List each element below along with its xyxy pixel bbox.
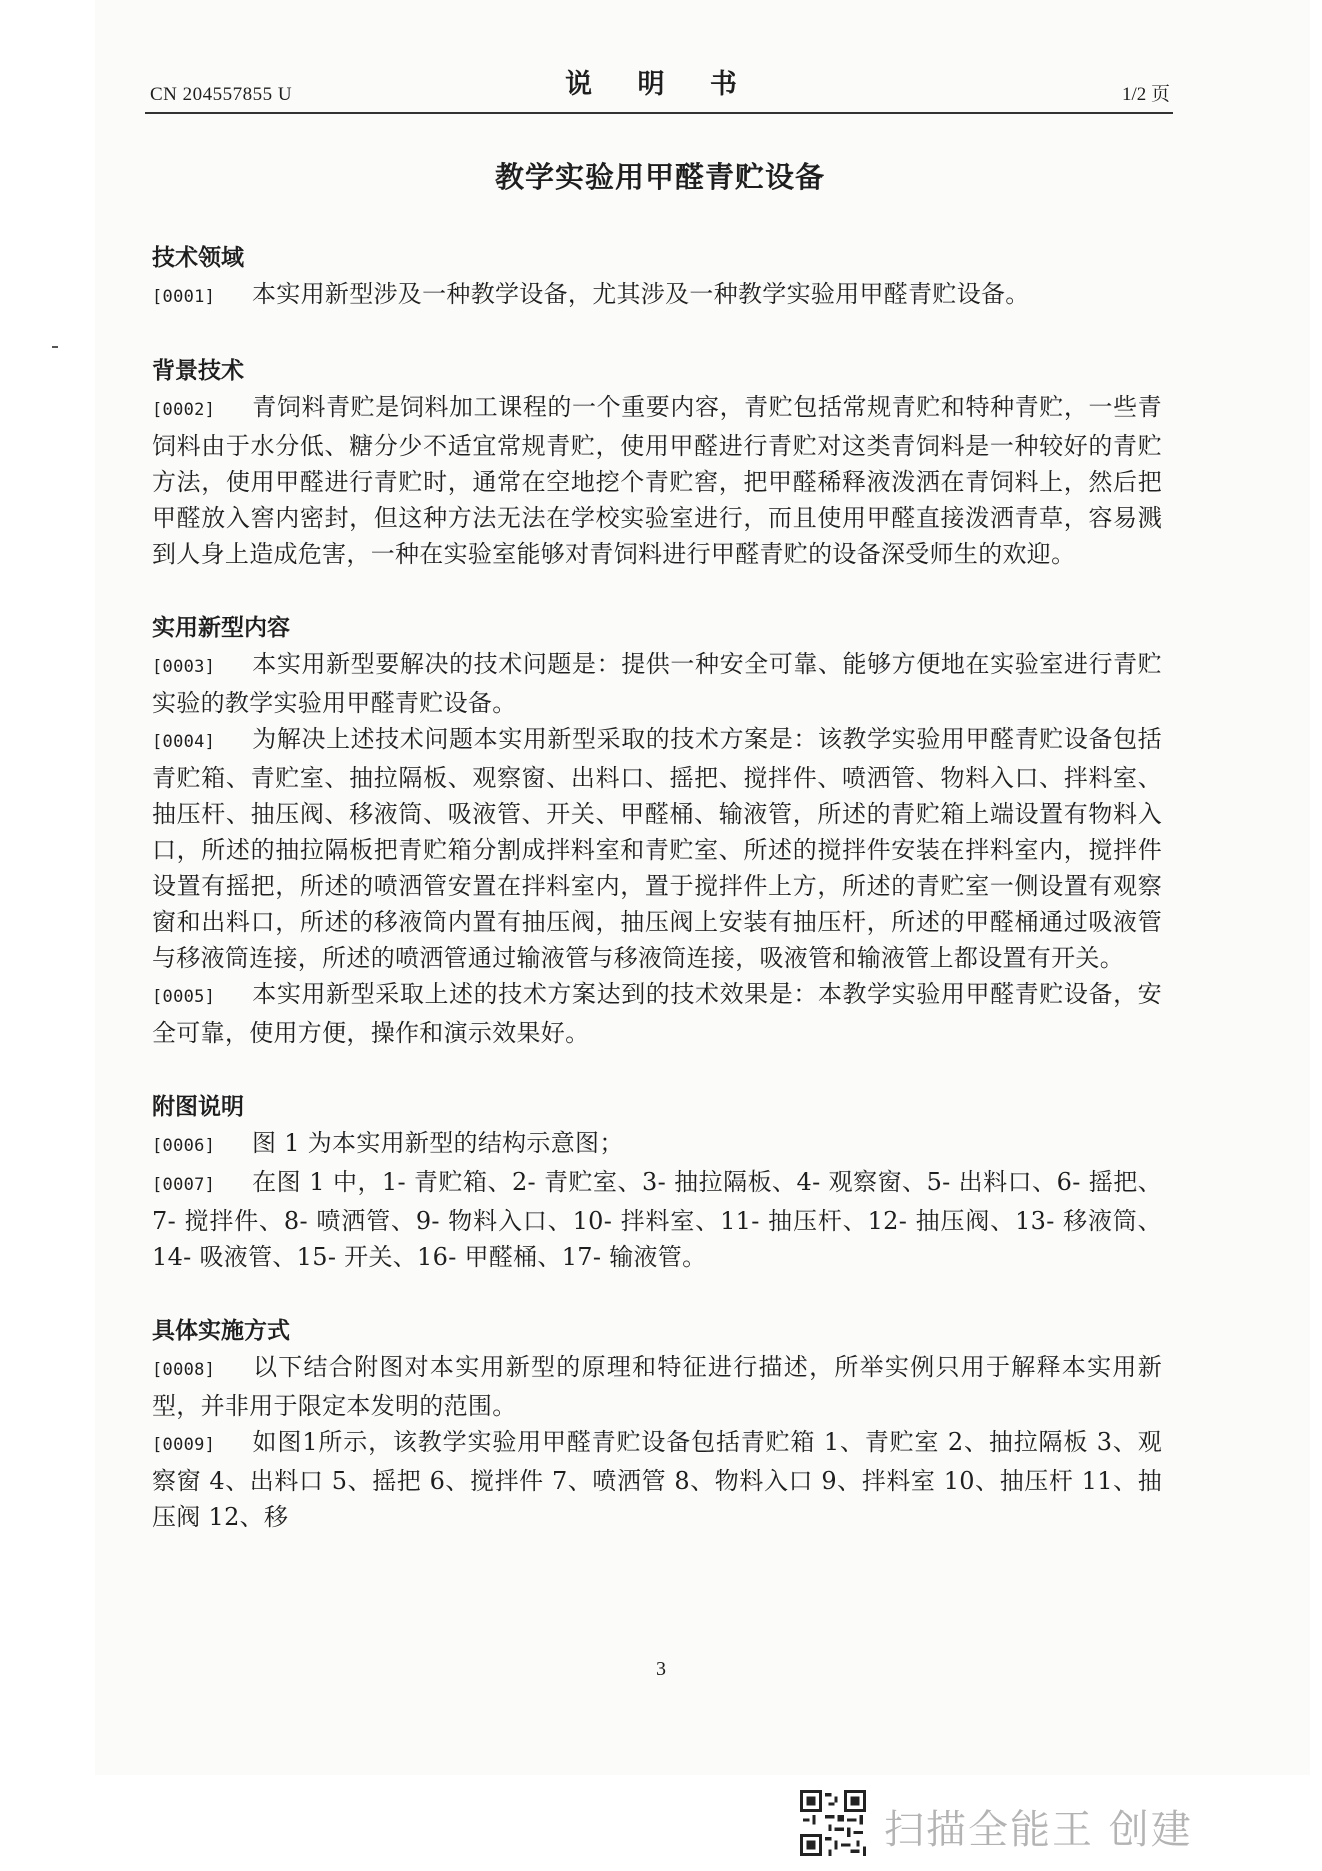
doc-number: CN 204557855 U	[150, 84, 293, 105]
paragraph-0009	[152, 1424, 1162, 1535]
paragraph-0008	[152, 1349, 1162, 1424]
paragraph-number: [0005]	[152, 987, 216, 1007]
paragraph-text: 本实用新型要解决的技术问题是：提供一种安全可靠、能够方便地在实验室进行青贮实验的教学实验用甲醛青贮设备。	[152, 650, 1162, 717]
paragraph-0006	[152, 1125, 1162, 1164]
paragraph-text: 在图 1 中，1- 青贮箱、2- 青贮室、3- 抽拉隔板、4- 观察窗、5- 出料口、6- 摇把、7- 搅拌件、8- 喷洒管、9- 物料入口、10- 拌料室、11- 抽压杆、12- 抽压阀、13- 移液筒、14- 吸液管、15- 开关、16- 甲醛桶、17- 输液管。	[152, 1168, 1162, 1271]
paragraph-0002	[152, 389, 1162, 572]
header-rule	[145, 112, 1173, 114]
document-body	[152, 240, 1162, 1535]
section-heading: 附图说明	[152, 1094, 244, 1120]
section-heading: 实用新型内容	[152, 615, 290, 641]
document-title: 教学实验用甲醛青贮设备	[494, 160, 825, 194]
paragraph-number: [0002]	[152, 400, 216, 420]
paragraph-number: [0003]	[152, 657, 216, 677]
paragraph-number: [0009]	[152, 1435, 216, 1455]
scanner-watermark	[800, 1788, 1270, 1858]
paragraph-number: [0001]	[152, 287, 216, 307]
paragraph-text: 本实用新型采取上述的技术方案达到的技术效果是：本教学实验用甲醛青贮设备，安全可靠，使用方便，操作和演示效果好。	[152, 980, 1162, 1047]
paragraph-0004	[152, 721, 1162, 976]
section-heading: 背景技术	[152, 358, 244, 384]
paragraph-text: 如图1所示，该教学实验用甲醛青贮设备包括青贮箱 1、青贮室 2、抽拉隔板 3、观察窗 4、出料口 5、摇把 6、搅拌件 7、喷洒管 8、物料入口 9、拌料室 10、抽压杆 11、抽压阀 12、移	[152, 1428, 1162, 1531]
paragraph-0005	[152, 976, 1162, 1051]
page-header	[150, 62, 1170, 112]
paragraph-number: [0004]	[152, 732, 216, 752]
page-info: 1/2 页	[1121, 84, 1170, 105]
paragraph-number: [0007]	[152, 1175, 216, 1195]
page-number: 3	[656, 1658, 666, 1680]
paragraph-text: 为解决上述技术问题本实用新型采取的技术方案是：该教学实验用甲醛青贮设备包括青贮箱、青贮室、抽拉隔板、观察窗、出料口、摇把、搅拌件、喷洒管、物料入口、拌料室、抽压杆、抽压阀、移液筒、吸液管、开关、甲醛桶、输液管，所述的青贮箱上端设置有物料入口，所述的抽拉隔板把青贮箱分割成拌料室和青贮室、所述的搅拌件安装在拌料室内，搅拌件设置有摇把，所述的喷洒管安置在拌料室内，置于搅拌件上方，所述的青贮室一侧设置有观察窗和出料口，所述的移液筒内置有抽压阀，抽压阀上安装有抽压杆，所述的甲醛桶通过吸液管与移液筒连接，所述的喷洒管通过输液管与移液筒连接，吸液管和输液管上都设置有开关。	[152, 725, 1162, 972]
section-heading: 具体实施方式	[152, 1318, 290, 1344]
paragraph-0007	[152, 1164, 1162, 1275]
scan-speck	[52, 346, 58, 348]
watermark-text: 扫描全能王 创建	[884, 1807, 1193, 1853]
section-heading: 技术领域	[152, 245, 244, 271]
paragraph-text: 本实用新型涉及一种教学设备，尤其涉及一种教学实验用甲醛青贮设备。	[252, 280, 1030, 308]
paragraph-text: 图 1 为本实用新型的结构示意图；	[252, 1129, 624, 1157]
paragraph-number: [0006]	[152, 1136, 216, 1156]
paragraph-0001	[152, 276, 1162, 315]
qr-code-icon	[800, 1790, 866, 1856]
paragraph-number: [0008]	[152, 1360, 216, 1380]
paragraph-0003	[152, 646, 1162, 721]
paragraph-text: 青饲料青贮是饲料加工课程的一个重要内容，青贮包括常规青贮和特种青贮，一些青饲料由于水分低、糖分少不适宜常规青贮，使用甲醛进行青贮对这类青饲料是一种较好的青贮方法，使用甲醛进行青贮时，通常在空地挖个青贮窖，把甲醛稀释液泼洒在青饲料上，然后把甲醛放入窖内密封，但这种方法无法在学校实验室进行，而且使用甲醛直接泼洒青草，容易溅到人身上造成危害，一种在实验室能够对青饲料进行甲醛青贮的设备深受师生的欢迎。	[152, 393, 1162, 568]
paragraph-text: 以下结合附图对本实用新型的原理和特征进行描述，所举实例只用于解释本实用新型，并非用于限定本发明的范围。	[152, 1353, 1162, 1420]
doc-type: 说 明 书	[565, 69, 755, 100]
